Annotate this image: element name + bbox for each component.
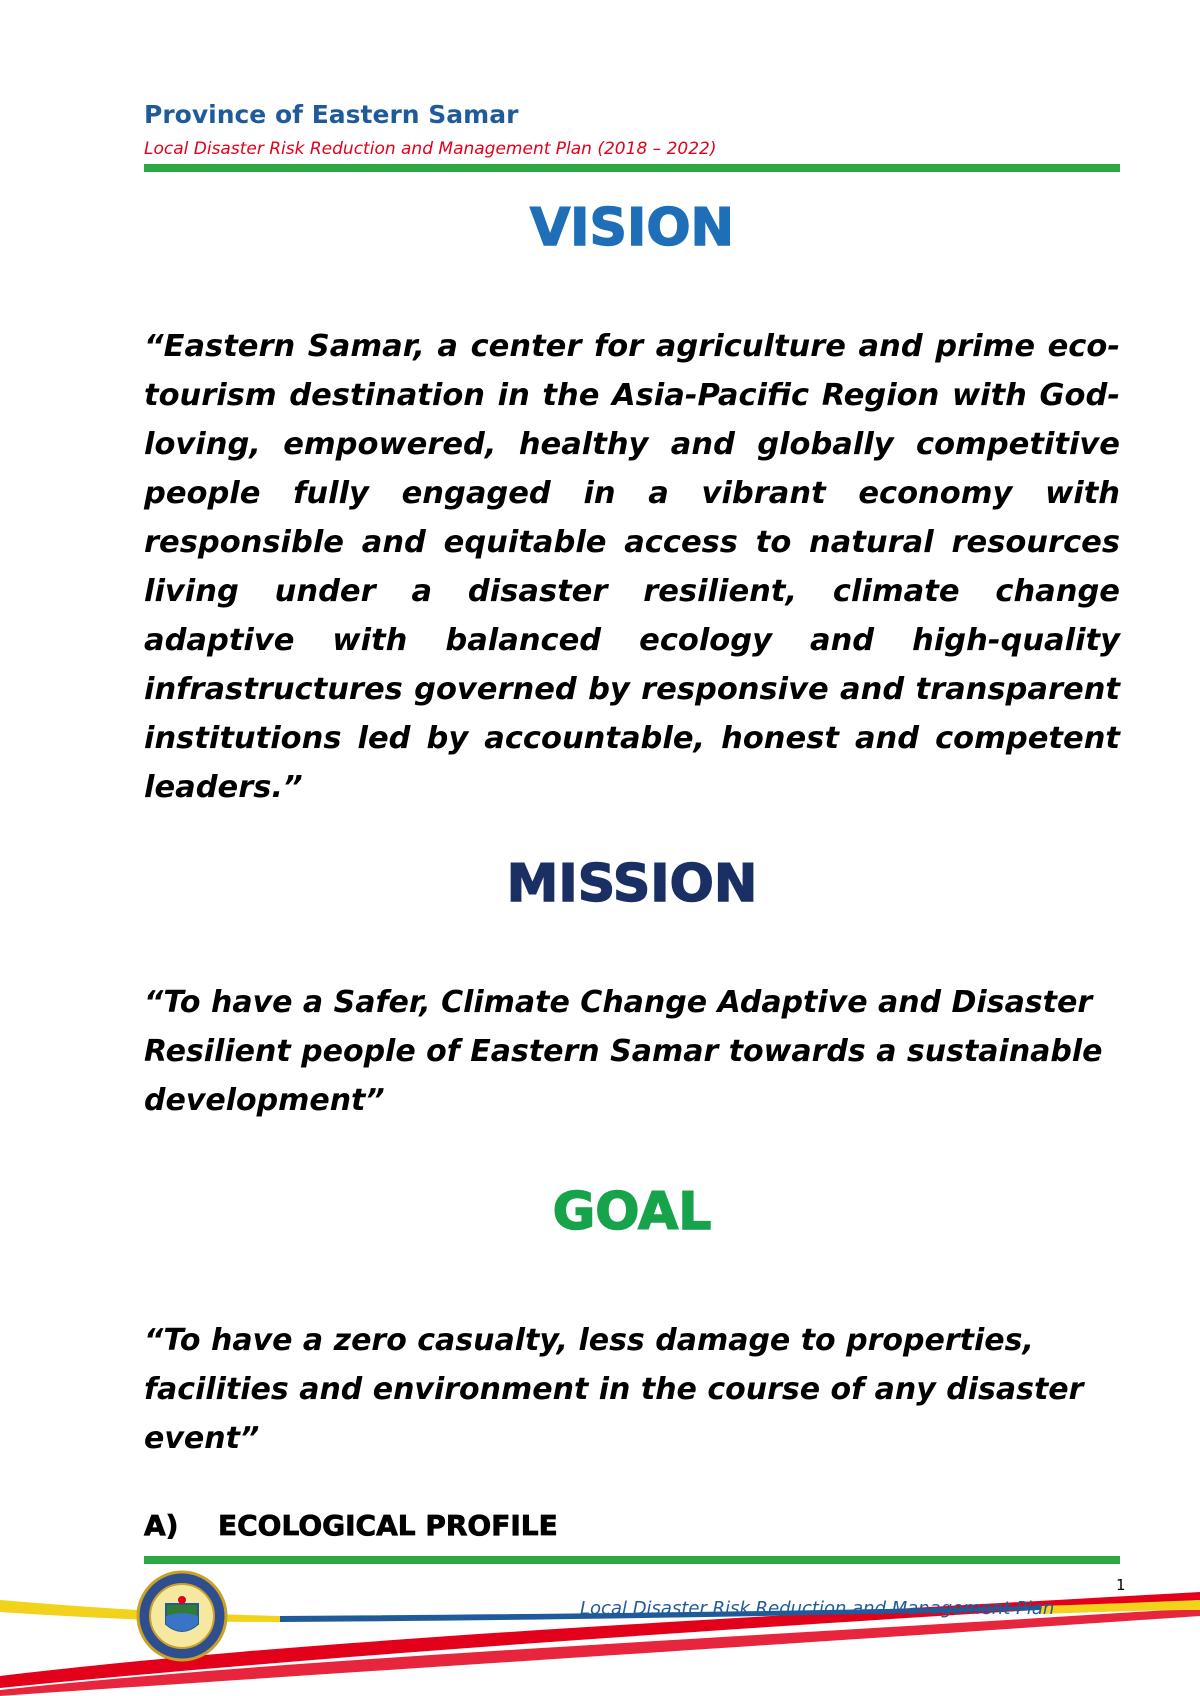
vision-text: “Eastern Samar, a center for agriculture and prime eco-tourism destination in the Asia-Pacific Region with God-loving, empowered, healthy and globally competitive people fully engaged in a vibrant economy with responsible and equitable access to natural resources living under a disaster resilient, climate change adaptive with balanced ecology and high-quality infrastructures governed by responsive and transparent institutions led by accountable, honest and competent leaders.” <box>144 329 1120 805</box>
vision-heading: VISION <box>529 198 735 258</box>
header-province: Province of Eastern Samar <box>144 100 519 129</box>
ecological-profile-heading <box>144 1509 558 1542</box>
mission-text: “To have a Safer, Climate Change Adaptive and Disaster Resilient people of Eastern Samar towards a sustainable development” <box>144 985 1103 1118</box>
mission-heading: MISSION <box>506 854 758 914</box>
footer-plan-title: Local Disaster Risk Reduction and Management Plan <box>580 1598 1055 1619</box>
page-number: 1 <box>1116 1576 1126 1594</box>
section-title: ECOLOGICAL PROFILE <box>218 1509 558 1542</box>
provincial-seal-icon <box>136 1570 228 1662</box>
section-label: A) <box>144 1509 179 1542</box>
goal-text: “To have a zero casualty, less damage to properties, facilities and environment in the course of any disaster event” <box>144 1323 1084 1456</box>
header-divider <box>144 164 1120 172</box>
footer-divider <box>144 1556 1120 1564</box>
header-plan-title: Local Disaster Risk Reduction and Management Plan (2018 – 2022) <box>144 139 717 159</box>
goal-heading: GOAL <box>552 1182 712 1242</box>
